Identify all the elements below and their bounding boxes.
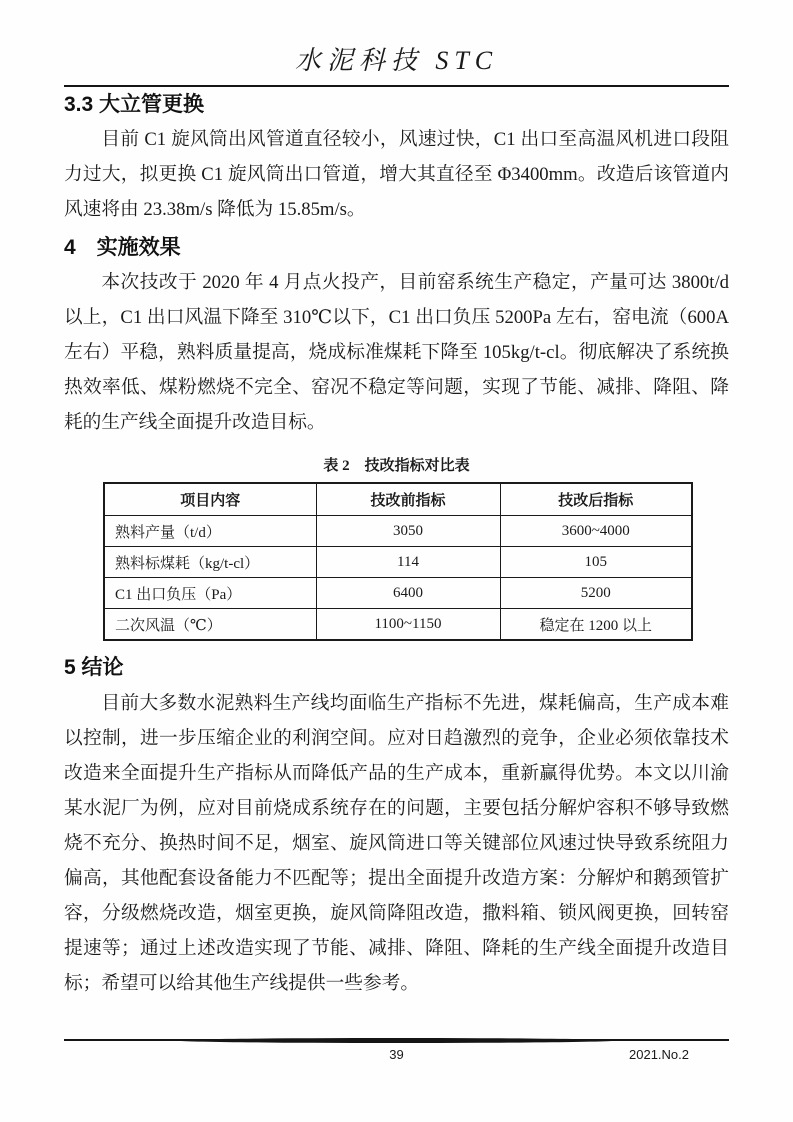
table-cell-item: 二次风温（℃） <box>104 609 316 641</box>
table-header-cell: 技改后指标 <box>500 483 692 516</box>
table-cell-after: 5200 <box>500 578 692 609</box>
text-line: 目前大多数水泥熟料生产线均面临生产指标不先进，煤耗偏高，生产成本难 <box>101 693 729 714</box>
footer-rule-bulge <box>177 1038 616 1043</box>
text-line: 偏高，其他配套设备能力不匹配等；提出全面提升改造方案：分解炉和鹅颈管扩 <box>64 868 729 889</box>
journal-title: 水泥科技 STC <box>294 46 499 75</box>
footer-row <box>64 1046 729 1064</box>
table-row <box>104 547 692 578</box>
table-cell-before: 6400 <box>316 578 500 609</box>
text-line: 标；希望可以给其他生产线提供一些参考。 <box>64 973 420 994</box>
text-line: 烧不充分、换热时间不足，烟室、旋风筒进口等关键部位风速过快导致系统阻力 <box>64 833 729 854</box>
table-header-cell: 技改前指标 <box>316 483 500 516</box>
text-line: 提速等；通过上述改造实现了节能、减排、降阻、降耗的生产线全面提升改造目 <box>64 938 729 959</box>
header-rule <box>64 85 729 87</box>
table-cell-after: 稳定在 1200 以上 <box>500 609 692 641</box>
section-heading-4: 4 实施效果 <box>64 236 181 259</box>
page-header <box>64 0 729 87</box>
page-number: 39 <box>389 1047 404 1062</box>
text-line: 耗的生产线全面提升改造目标。 <box>64 412 326 433</box>
table-row <box>104 609 692 641</box>
table-cell-before: 3050 <box>316 516 500 547</box>
table-row <box>104 578 692 609</box>
table-cell-before: 114 <box>316 547 500 578</box>
table-header-row <box>104 483 692 516</box>
paragraph-implementation-effect <box>64 265 729 440</box>
table-cell-item: 熟料标煤耗（kg/t-cl） <box>104 547 316 578</box>
table-row <box>104 516 692 547</box>
table-cell-item: 熟料产量（t/d） <box>104 516 316 547</box>
comparison-table <box>103 482 693 641</box>
footer-rule <box>64 1038 729 1043</box>
page-footer <box>64 1038 729 1064</box>
text-line: 以控制，进一步压缩企业的利润空间。应对日趋激烈的竞争，企业必须依靠技术 <box>64 728 729 749</box>
table-cell-before: 1100~1150 <box>316 609 500 641</box>
paragraph-large-riser <box>64 122 729 227</box>
article-body <box>64 91 729 1001</box>
text-line: 力过大，拟更换 C1 旋风筒出口管道，增大其直径至 Φ3400mm。改造后该管道内 <box>64 164 729 185</box>
issue-label: 2021.No.2 <box>629 1047 689 1062</box>
table-cell-after: 105 <box>500 547 692 578</box>
paragraph-conclusion <box>64 686 729 1001</box>
text-line: 某水泥厂为例，应对目前烧成系统存在的问题，主要包括分解炉容积不够导致燃 <box>64 798 729 819</box>
text-line: 本次技改于 2020 年 4 月点火投产，目前窑系统生产稳定，产量可达 3800t/d <box>101 272 729 293</box>
text-line: 热效率低、煤粉燃烧不完全、窑况不稳定等问题，实现了节能、减排、降阻、降 <box>64 377 729 398</box>
text-line: 以上，C1 出口风温下降至 310℃以下，C1 出口负压 5200Pa 左右，窑电流（600A <box>64 307 729 328</box>
text-line: 风速将由 23.38m/s 降低为 15.85m/s。 <box>64 199 366 220</box>
text-line: 左右）平稳，熟料质量提高，烧成标准煤耗下降至 105kg/t-cl。彻底解决了系统换 <box>64 342 729 363</box>
text-line: 容，分级燃烧改造，烟室更换，旋风筒降阻改造，撒料箱、锁风阀更换，回转窑 <box>64 903 729 924</box>
table-header-cell: 项目内容 <box>104 483 316 516</box>
table-caption: 表 2 技改指标对比表 <box>323 458 470 474</box>
page-content <box>64 0 729 1064</box>
section-heading-5: 5 结论 <box>64 656 124 679</box>
section-heading-3-3: 3.3 大立管更换 <box>64 93 205 116</box>
table-cell-after: 3600~4000 <box>500 516 692 547</box>
text-line: 改造来全面提升生产指标从而降低产品的生产成本，重新赢得优势。本文以川渝 <box>64 763 729 784</box>
table-cell-item: C1 出口负压（Pa） <box>104 578 316 609</box>
text-line: 目前 C1 旋风筒出风管道直径较小，风速过快，C1 出口至高温风机进口段阻 <box>101 129 729 150</box>
